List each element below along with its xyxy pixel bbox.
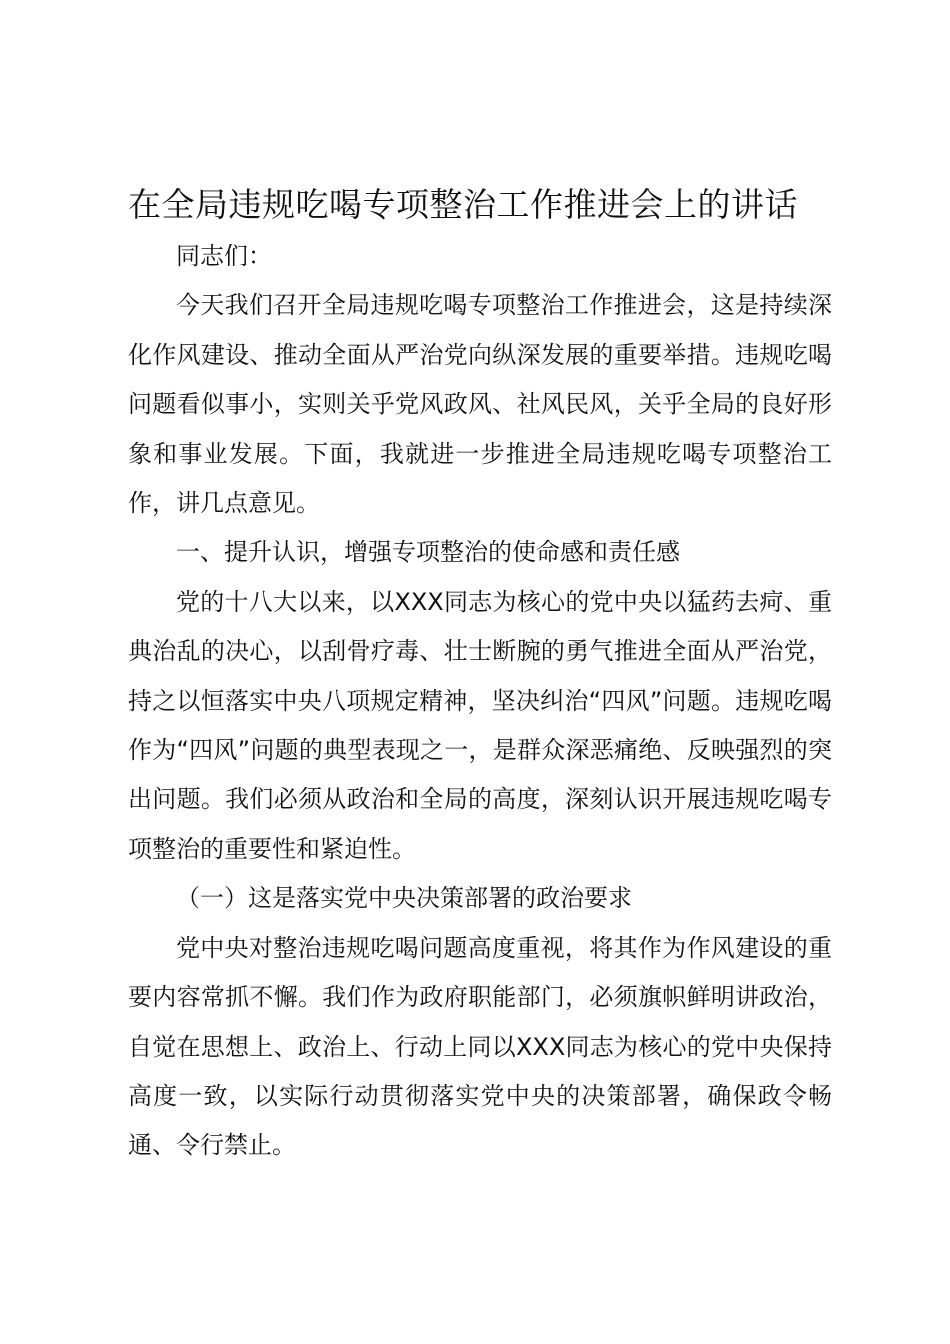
document-body xyxy=(128,232,832,1171)
document-title: 在全局违规吃喝专项整治工作推进会上的讲话 xyxy=(128,185,798,224)
section-heading: 一、提升认识，增强专项整治的使命感和责任感 xyxy=(176,538,680,567)
salutation: 同志们： xyxy=(176,242,272,270)
intro-paragraph: 今天我们召开全局违规吃喝专项整治工作推进会，这是持续深化作风建设、推动全面从严治党向纵深发展的重要举措。违规吃喝问题看似事小，实则关乎党风政风、社风民风，关乎全局的良好形象和事业发展。下面，我就进一步推进全局违规吃喝专项整治工作，讲几点意见。 xyxy=(128,291,832,518)
body-paragraph: 党的十八大以来，以XXX同志为核心的党中央以猛药去疴、重典治乱的决心，以刮骨疗毒、壮士断腕的勇气推进全面从严治党，持之以恒落实中央八项规定精神，坚决纠治“四风”问题。违规吃喝作为“四风”问题的典型表现之一，是群众深恶痛绝、反映强烈的突出问题。我们必须从政治和全局的高度，深刻认识开展违规吃喝专项整治的重要性和紧迫性。 xyxy=(128,587,832,863)
body-paragraph: 党中央对整治违规吃喝问题高度重视，将其作为作风建设的重要内容常抓不懈。我们作为政府职能部门，必须旗帜鲜明讲政治，自觉在思想上、政治上、行动上同以XXX同志为核心的党中央保持高度一致，以实际行动贯彻落实党中央的决策部署，确保政令畅通、令行禁止。 xyxy=(128,933,832,1160)
subsection-heading: （一）这是落实党中央决策部署的政治要求 xyxy=(176,884,632,913)
